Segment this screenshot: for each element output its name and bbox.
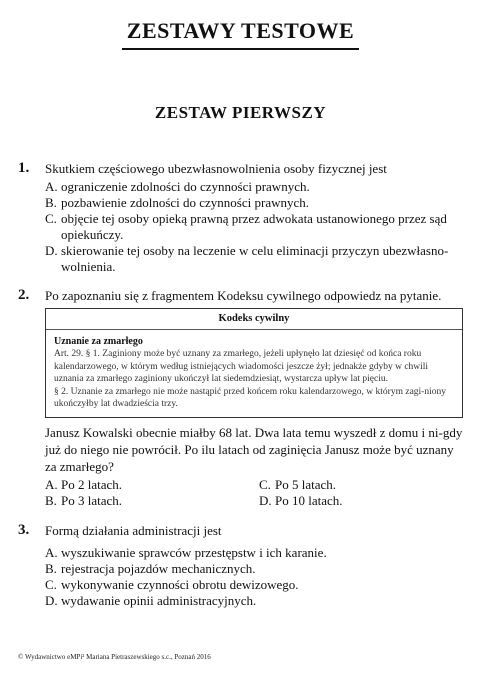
option-letter: C. [259, 476, 271, 492]
answer-options [45, 179, 463, 275]
page-title: ZESTAWY TESTOWE [126, 18, 355, 43]
option-letter: D. [45, 593, 58, 608]
question-1 [18, 160, 463, 275]
question-number: 3. [18, 522, 30, 538]
option-letter: B. [45, 195, 57, 210]
option-text: Po 5 latach. [275, 476, 337, 492]
option-text: ograniczenie zdolności do czynności prawnych. [61, 179, 310, 194]
answer-option-c [45, 577, 463, 593]
option-text: objęcie tej osoby opieką prawną przez adwokata ustanowionego przez sąd opiekuńczy. [61, 211, 447, 242]
option-text: rejestracja pojazdów mechanicznych. [61, 561, 256, 576]
answer-option-c [259, 477, 463, 493]
question-2 [18, 287, 463, 509]
question-text: Skutkiem częściowego ubezwłasnowolnienia osoby fizycznej jest [45, 161, 387, 176]
option-text: wyszukiwanie sprawców przestępstw i ich karanie. [61, 545, 327, 560]
option-letter: C. [45, 211, 57, 226]
answer-option-b [45, 493, 249, 509]
question-3 [18, 522, 463, 609]
question-text: Po zapoznaniu się z fragmentem Kodeksu cywilnego odpowiedz na pytanie. [45, 288, 442, 303]
copyright-footer: © Wydawnictwo eMPi² Mariana Pietraszewskiego s.c., Poznań 2016 [18, 653, 211, 661]
question-number: 2. [18, 287, 30, 303]
option-letter: B. [45, 561, 57, 576]
answer-option-d [259, 493, 463, 509]
option-text: pozbawienie zdolności do czynności prawnych. [61, 195, 310, 210]
option-text: Po 10 latach. [275, 492, 343, 508]
option-text: wykonywanie czynności obrotu dewizowego. [61, 577, 299, 592]
answer-option-d [45, 243, 463, 275]
answer-option-b [45, 561, 463, 577]
answer-options [45, 545, 463, 609]
question-number: 1. [18, 160, 30, 176]
option-letter: D. [259, 492, 272, 508]
excerpt-heading: Kodeks cywilny [218, 313, 290, 324]
title-underline [122, 48, 359, 50]
option-text: Po 2 latach. [61, 476, 123, 492]
answer-option-c [45, 211, 463, 243]
excerpt-paragraph-2: § 2. Uznanie za zmarłego nie może nastąpić przed końcem roku kalendarzowego, w którym zagi-niony ukończyłby lat dwadzieścia trzy. [54, 386, 446, 409]
answer-option-d [45, 593, 463, 609]
option-letter: B. [45, 492, 57, 508]
excerpt-subheading: Uznanie za zmarłego [54, 335, 143, 347]
answer-option-a [45, 179, 463, 195]
question-text: Formą działania administracji jest [45, 523, 222, 538]
answer-options [45, 477, 463, 509]
option-text: Po 3 latach. [61, 492, 123, 508]
option-text: wydawanie opinii administracyjnych. [61, 593, 257, 608]
answer-option-a [45, 477, 249, 493]
answer-option-a [45, 545, 463, 561]
option-letter: A. [45, 476, 58, 492]
legal-excerpt-box [45, 308, 463, 418]
answer-option-b [45, 195, 463, 211]
section-title: ZESTAW PIERWSZY [154, 103, 327, 122]
option-letter: A. [45, 545, 58, 560]
option-text: skierowanie tej osoby na leczenie w celu eliminacji przyczyn ubezwłasno-wolnienia. [61, 243, 449, 274]
option-letter: D. [45, 243, 58, 258]
option-letter: A. [45, 179, 58, 194]
excerpt-paragraph-1: Art. 29. § 1. Zaginiony może być uznany za zmarłego, jeżeli upłynęło lat dziesięć od końca roku kalendarzowego, w którym według istniejących wiadomości jeszcze żył; jednakże gdyby w chwili uznania za zmarłego zaginiony ukończył lat siedemdziesiąt, wystarcza upływ lat pięciu. [54, 349, 429, 384]
excerpt-divider [46, 329, 462, 330]
option-letter: C. [45, 577, 57, 592]
question-followup: Janusz Kowalski obecnie miałby 68 lat. Dwa lata temu wyszedł z domu i ni-gdy już do niego nie powrócił. Po ilu latach od zaginięcia Janusz może być uznany za zmarłego? [45, 424, 463, 474]
